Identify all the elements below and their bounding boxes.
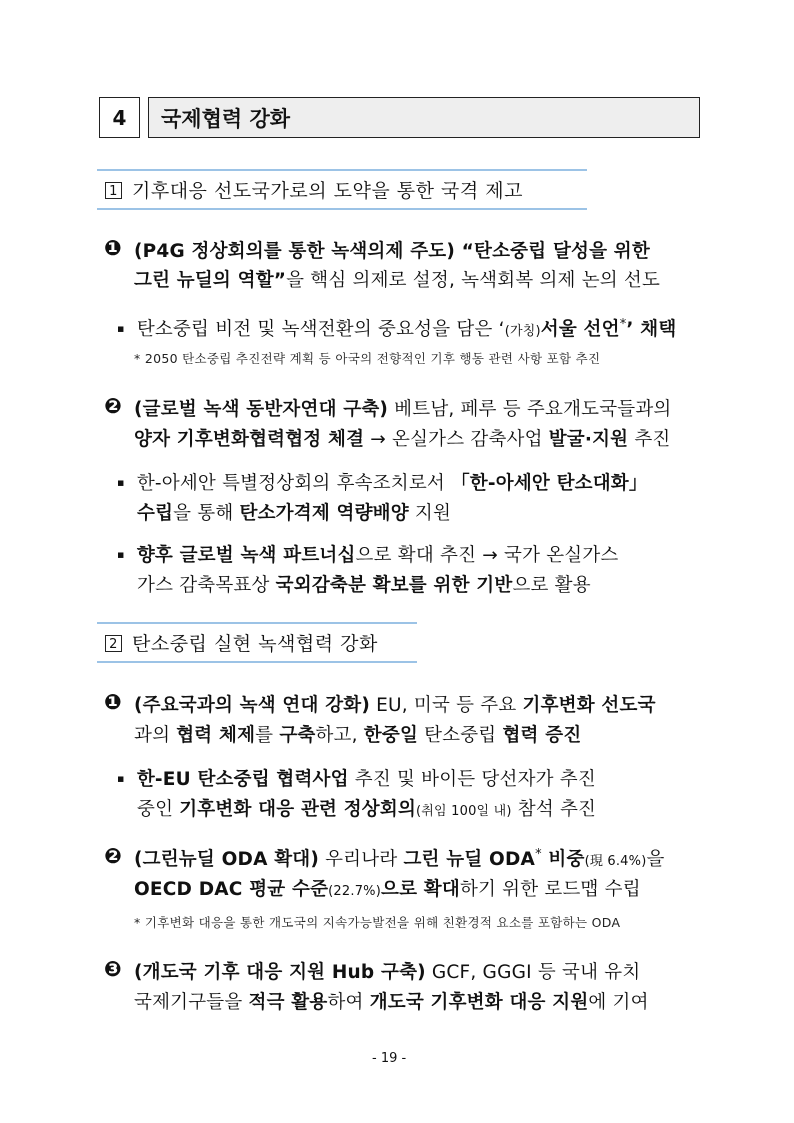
page-number: - 19 -: [372, 1051, 407, 1066]
s1-item1-line1: (P4G 정상회의를 통한 녹색의제 주도) “탄소중립 달성을 위한: [134, 241, 650, 262]
chapter-number: 4: [99, 97, 140, 138]
s2-item3-marker: ❸: [104, 957, 122, 981]
chapter-title: 국제협력 강화: [148, 97, 700, 138]
section2-top-rule: [97, 622, 417, 624]
s2-item1-sub-line2: 중인 기후변화 대응 관련 정상회의(취임 100일 내) 참석 추진: [137, 799, 597, 820]
s2-item1-sub-line1: ▪ 한-EU 탄소중립 협력사업 추진 및 바이든 당선자가 추진: [117, 769, 596, 790]
s1-item2-sub1-line1: ▪ 한-아세안 특별정상회의 후속조치로서 「한-아세안 탄소대화」: [117, 473, 648, 494]
s2-item3-line1: (개도국 기후 대응 지원 Hub 구축) GCF, GGGI 등 국내 유치: [134, 962, 641, 983]
section2-number: 2: [105, 635, 122, 652]
s2-item2-line1: (그린뉴딜 ODA 확대) 우리나라 그린 뉴딜 ODA* 비중(現 6.4%)을: [134, 846, 665, 870]
s1-item1-line2: 그린 뉴딜의 역할”을 핵심 의제로 설정, 녹색회복 의제 논의 선도: [134, 270, 661, 291]
s1-item1-note: * 2050 탄소중립 추진전략 계획 등 아국의 전향적인 기후 행동 관련 사항 포함 추진: [134, 351, 601, 366]
s1-item2-marker: ❷: [104, 394, 122, 418]
s1-item2-sub1-line2: 수립을 통해 탄소가격제 역량배양 지원: [137, 503, 452, 524]
s1-item2-sub2-line2: 가스 감축목표상 국외감축분 확보를 위한 기반으로 활용: [137, 575, 591, 596]
s1-item1-marker: ❶: [104, 236, 122, 260]
section2-title: 탄소중립 실현 녹색협력 강화: [132, 633, 378, 655]
section1-bottom-rule: [97, 208, 587, 210]
s1-item2-line1: (글로벌 녹색 동반자연대 구축) 베트남, 페루 등 주요개도국들과의: [134, 399, 672, 420]
section1-title: 기후대응 선도국가로의 도약을 통한 국격 제고: [132, 180, 523, 202]
section1-heading: [105, 176, 523, 203]
s2-item2-note: * 기후변화 대응을 통한 개도국의 지속가능발전을 위해 친환경적 요소를 포함하는 ODA: [134, 915, 621, 930]
s2-item1-line2: 과의 협력 체제를 구축하고, 한중일 탄소중립 협력 증진: [134, 725, 582, 746]
section1-number: 1: [105, 182, 122, 199]
s2-item1-marker: ❶: [104, 690, 122, 714]
section1-top-rule: [97, 169, 587, 171]
s1-item1-sub: ▪ 탄소중립 비전 및 녹색전환의 중요성을 담은 ‘(가칭)서울 선언*’ 채택: [117, 316, 677, 340]
s2-item3-line2: 국제기구들을 적극 활용하여 개도국 기후변화 대응 지원에 기여: [134, 992, 649, 1013]
s2-item1-line1: (주요국과의 녹색 연대 강화) EU, 미국 등 주요 기후변화 선도국: [134, 695, 656, 716]
section2-bottom-rule: [97, 661, 417, 663]
s2-item2-marker: ❷: [104, 844, 122, 868]
s1-item2-sub2-line1: ▪ 향후 글로벌 녹색 파트너십으로 확대 추진 → 국가 온실가스: [117, 545, 619, 566]
s2-item2-line2: OECD DAC 평균 수준(22.7%)으로 확대하기 위한 로드맵 수립: [134, 879, 641, 900]
s1-item2-line2: 양자 기후변화협력협정 체결 → 온실가스 감축사업 발굴·지원 추진: [134, 429, 671, 450]
section2-heading: [105, 629, 378, 656]
